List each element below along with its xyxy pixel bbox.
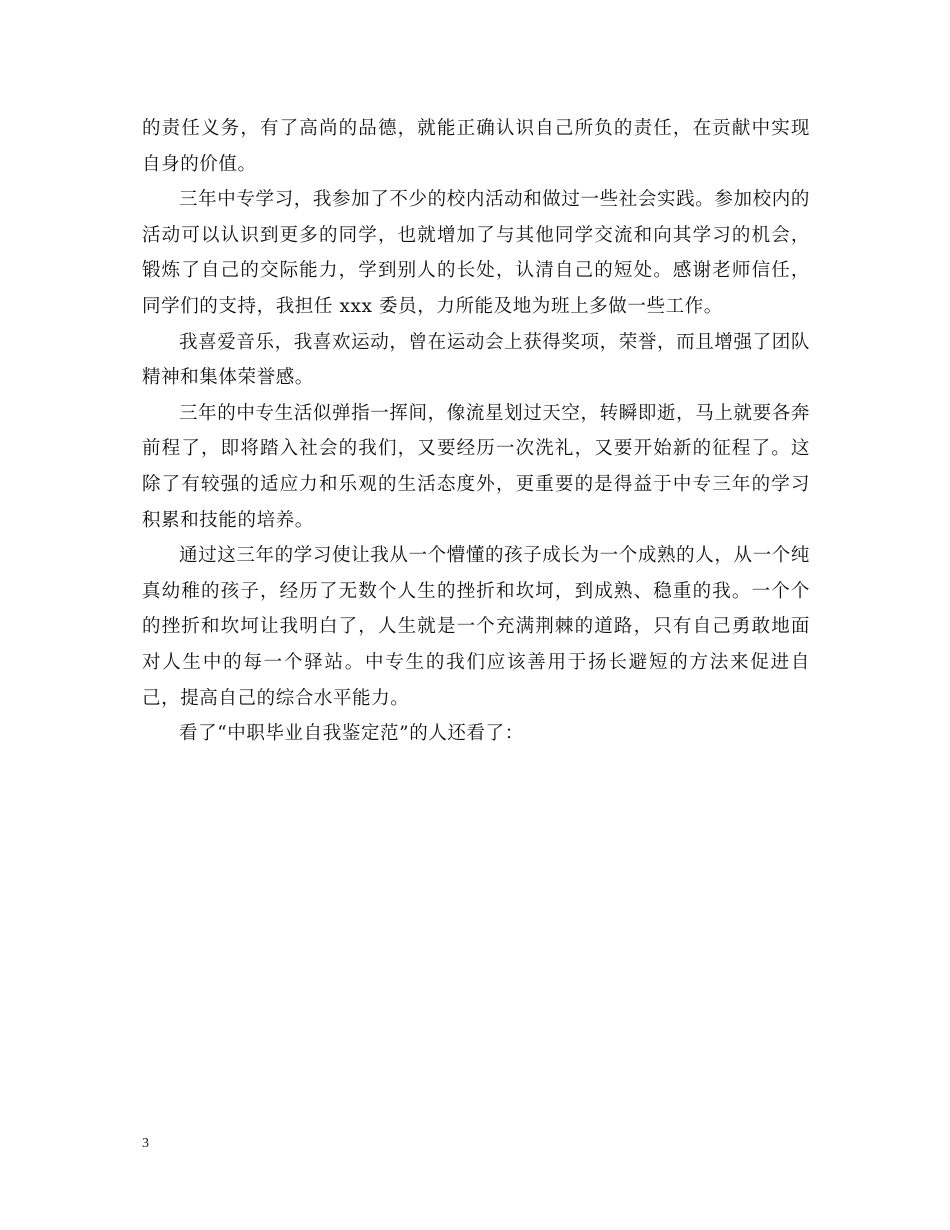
paragraph-hobbies: 我喜爱音乐，我喜欢运动，曾在运动会上获得奖项，荣誉，而且增强了团队精神和集体荣誉感。: [142, 331, 810, 389]
page-number: 3: [142, 1136, 149, 1151]
document-body: [142, 111, 810, 752]
paragraph-three-years: 三年的中专生活似弹指一挥间，像流星划过天空，转瞬即逝，马上就要各奔前程了，即将踏入社会的我们，又要经历一次洗礼，又要开始新的征程了。这除了有较强的适应力和乐观的生活态度外，更重要的是得益于中专三年的学习积累和技能的培养。: [142, 402, 810, 531]
paragraph-growth: 通过这三年的学习使让我从一个懵懂的孩子成长为一个成熟的人，从一个纯真幼稚的孩子，经历了无数个人生的挫折和坎坷，到成熟、稳重的我。一个个的挫折和坎坷让我明白了，人生就是一个充满荆棘的道路，只有自己勇敢地面对人生中的每一个驿站。中专生的我们应该善用于扬长避短的方法来促进自己，提高自己的综合水平能力。: [142, 545, 810, 709]
paragraph-activities: 三年中专学习，我参加了不少的校内活动和做过一些社会实践。参加校内的活动可以认识到更多的同学，也就增加了与其他同学交流和向其学习的机会，锻炼了自己的交际能力，学到别人的长处，认清自己的短处。感谢老师信任，同学们的支持，我担任 xxx 委员，力所能及地为班上多做一些工作。: [142, 189, 810, 317]
paragraph-related-reading: 看了“中职毕业自我鉴定范”的人还看了：: [179, 723, 524, 745]
paragraph-continued: 的责任义务，有了高尚的品德，就能正确认识自己所负的责任，在贡献中实现自身的价值。: [142, 118, 810, 175]
